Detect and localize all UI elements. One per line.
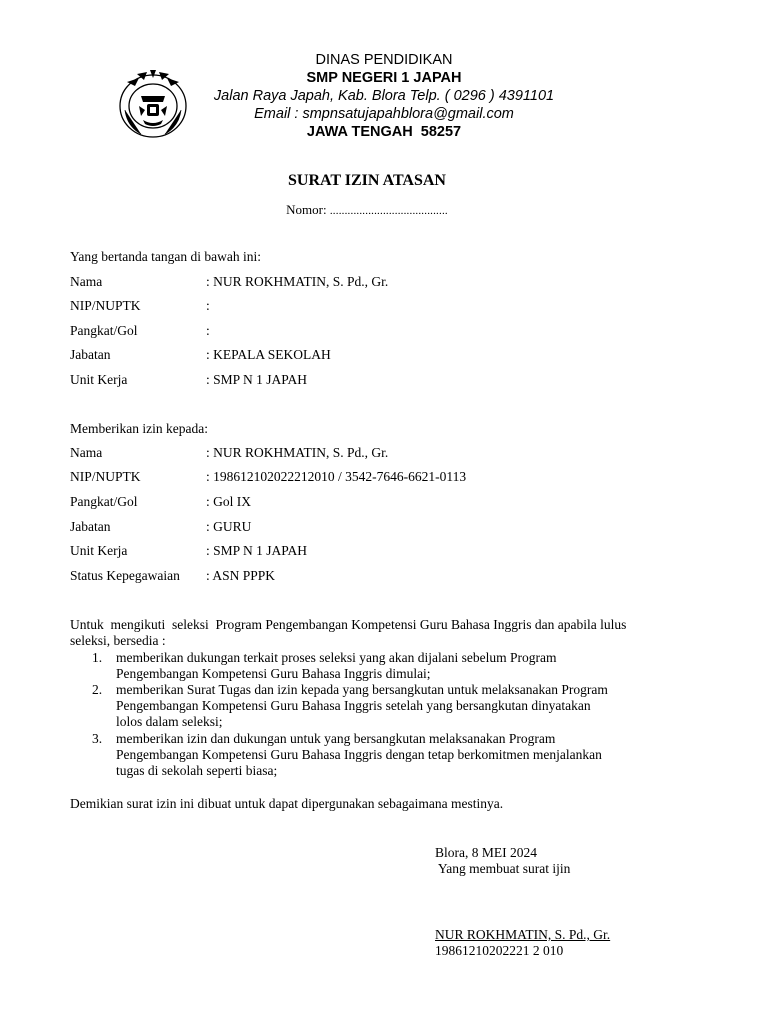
recipient-value-nip: : 198612102022212010 / 3542-7646-6621-0113: [206, 469, 467, 484]
letterhead-address: Jalan Raya Japah, Kab. Blora Telp. ( 0296 ) 4391101: [213, 88, 555, 104]
signer-label-nip: NIP/NUPTK: [70, 298, 141, 313]
recipient-label-pangkat: Pangkat/Gol: [70, 494, 138, 509]
document-number: [0, 202, 734, 218]
signature-nip: 19861210202221 2 010: [435, 943, 564, 958]
list-item-1-line-2: Pengembangan Kompetensi Guru Bahasa Inggris dimulai;: [116, 666, 431, 681]
body-paragraph-line-1: Untuk mengikuti seleksi Program Pengembangan Kompetensi Guru Bahasa Inggris dan apabila lulus: [70, 617, 627, 632]
list-item-3-line-2: Pengembangan Kompetensi Guru Bahasa Inggris dengan tetap berkomitmen menjalankan: [116, 747, 602, 762]
signature-role: Yang membuat surat ijin: [435, 861, 571, 876]
letterhead-school-name: SMP NEGERI 1 JAPAH: [306, 70, 462, 86]
signer-label-unit: Unit Kerja: [70, 372, 128, 387]
signer-intro: Yang bertanda tangan di bawah ini:: [70, 249, 261, 264]
letterhead-email: Email : smpnsatujapahblora@gmail.com: [254, 106, 514, 122]
letterhead-agency: DINAS PENDIDIKAN: [315, 52, 453, 68]
list-item-1-line-1: memberikan dukungan terkait proses seleksi yang akan dijalani sebelum Program: [116, 650, 557, 665]
recipient-label-unit: Unit Kerja: [70, 543, 128, 558]
recipient-value-status: : ASN PPPK: [206, 568, 276, 583]
recipient-value-nama: : NUR ROKHMATIN, S. Pd., Gr.: [206, 445, 389, 460]
closing-sentence: Demikian surat izin ini dibuat untuk dapat dipergunakan sebagaimana mestinya.: [70, 796, 504, 811]
list-item-2-line-1: memberikan Surat Tugas dan izin kepada yang bersangkutan untuk melaksanakan Program: [116, 682, 608, 697]
list-item-2-line-3: lolos dalam seleksi;: [116, 714, 223, 729]
recipient-intro: Memberikan izin kepada:: [70, 421, 208, 436]
signer-label-pangkat: Pangkat/Gol: [70, 323, 138, 338]
list-item-3-line-3: tugas di sekolah seperti biasa;: [116, 763, 278, 778]
recipient-value-jabatan: : GURU: [206, 519, 252, 534]
signer-value-nip: :: [206, 298, 210, 313]
signature-name: NUR ROKHMATIN, S. Pd., Gr.: [435, 927, 611, 942]
document-title: SURAT IZIN ATASAN: [288, 172, 446, 189]
signer-label-nama: Nama: [70, 274, 103, 289]
signer-label-jabatan: Jabatan: [70, 347, 111, 362]
nomor-blank: ........................................: [329, 205, 448, 217]
signature-place-date: Blora, 8 MEI 2024: [435, 845, 537, 860]
list-number: 3.: [92, 731, 103, 746]
recipient-label-status: Status Kepegawaian: [70, 568, 180, 583]
recipient-label-nama: Nama: [70, 445, 103, 460]
recipient-label-nip: NIP/NUPTK: [70, 469, 141, 484]
signer-value-unit: : SMP N 1 JAPAH: [206, 372, 308, 387]
recipient-value-unit: : SMP N 1 JAPAH: [206, 543, 308, 558]
list-item-2-line-2: Pengembangan Kompetensi Guru Bahasa Inggris setelah yang bersangkutan dinyatakan: [116, 698, 591, 713]
nomor-label: Nomor:: [286, 202, 330, 217]
signer-value-jabatan: : KEPALA SEKOLAH: [206, 347, 331, 362]
signer-value-nama: : NUR ROKHMATIN, S. Pd., Gr.: [206, 274, 389, 289]
recipient-label-jabatan: Jabatan: [70, 519, 111, 534]
signer-value-pangkat: :: [206, 323, 210, 338]
body-paragraph-line-2: seleksi, bersedia :: [70, 633, 166, 648]
list-number: 2.: [92, 682, 103, 697]
list-item-3-line-1: memberikan izin dan dukungan untuk yang bersangkutan melaksanakan Program: [116, 731, 556, 746]
recipient-value-pangkat: : Gol IX: [206, 494, 251, 509]
letterhead-province: JAWA TENGAH 58257: [306, 124, 462, 140]
list-number: 1.: [92, 650, 103, 665]
